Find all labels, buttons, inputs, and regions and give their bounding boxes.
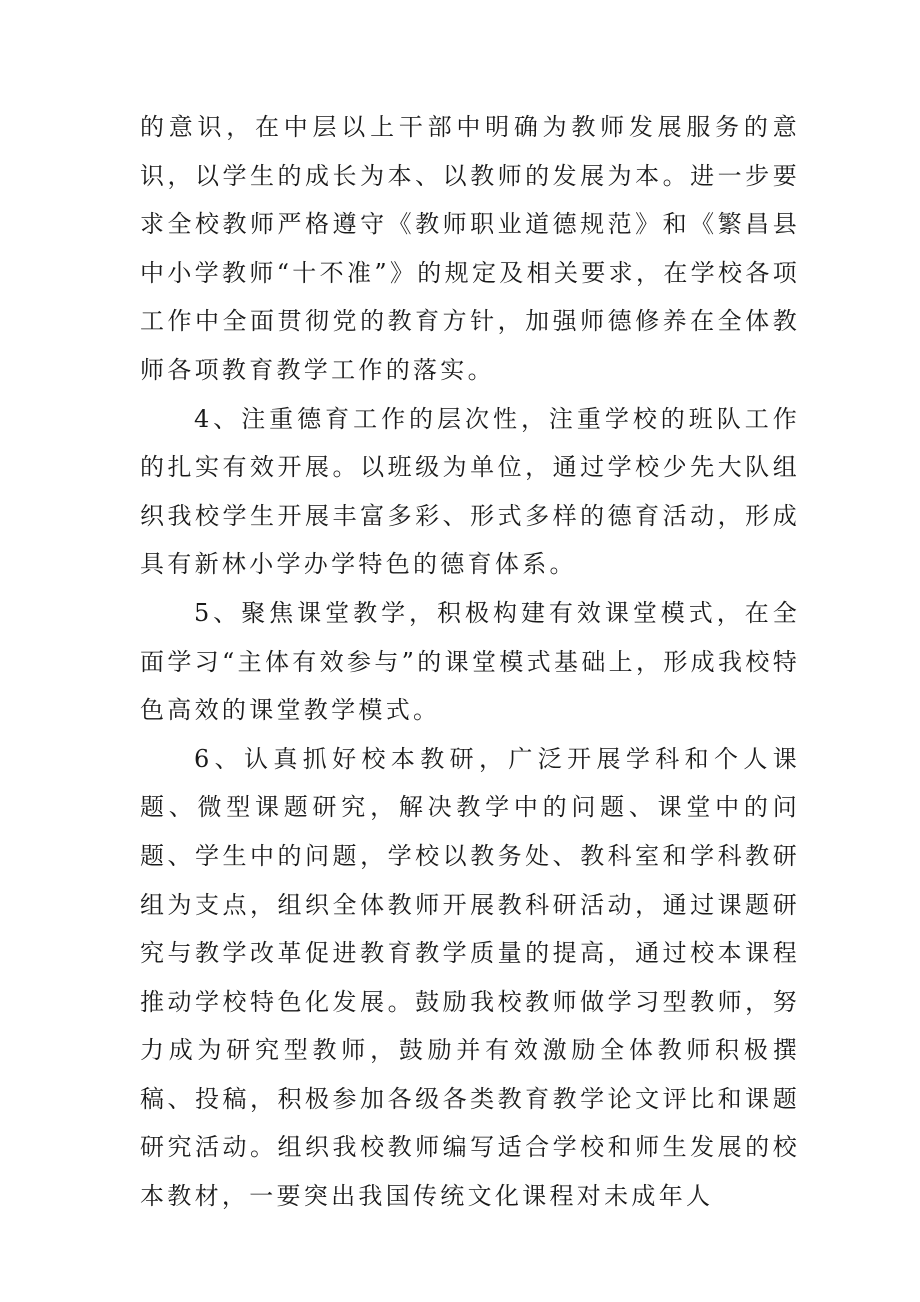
paragraph-item-6: 6、认真抓好校本教研，广泛开展学科和个人课题、微型课题研究，解决教学中的问题、课堂中的问题、学生中的问题，学校以教务处、教科室和学科教研组为支点，组织全体教师开展教科研活动，通过课题研究与教学改革促进教育教学质量的提高，通过校本课程推动学校特色化发展。鼓励我校教师做学习型教师，努力成为研究型教师，鼓励并有效激励全体教师积极撰稿、投稿，积极参加各级各类教育教学论文评比和课题研究活动。组织我校教师编写适合学校和师生发展的校本教材，一要突出我国传统文化课程对未成年人 bbox=[140, 744, 800, 1211]
document-body bbox=[140, 103, 800, 1221]
paragraph-continuation: 的意识，在中层以上干部中明确为教师发展服务的意识，以学生的成长为本、以教师的发展为本。进一步要求全校教师严格遵守《教师职业道德规范》和《繁昌县中小学教师“十不准”》的规定及相关要求，在学校各项工作中全面贯彻党的教育方针，加强师德修养在全体教师各项教育教学工作的落实。 bbox=[140, 113, 800, 384]
paragraph-item-4: 4、注重德育工作的层次性，注重学校的班队工作的扎实有效开展。以班级为单位，通过学校少先大队组织我校学生开展丰富多彩、形式多样的德育活动，形成具有新林小学办学特色的德育体系。 bbox=[140, 404, 800, 579]
paragraph-item-5: 5、聚焦课堂教学，积极构建有效课堂模式，在全面学习“主体有效参与”的课堂模式基础上，形成我校特色高效的课堂教学模式。 bbox=[140, 598, 800, 725]
